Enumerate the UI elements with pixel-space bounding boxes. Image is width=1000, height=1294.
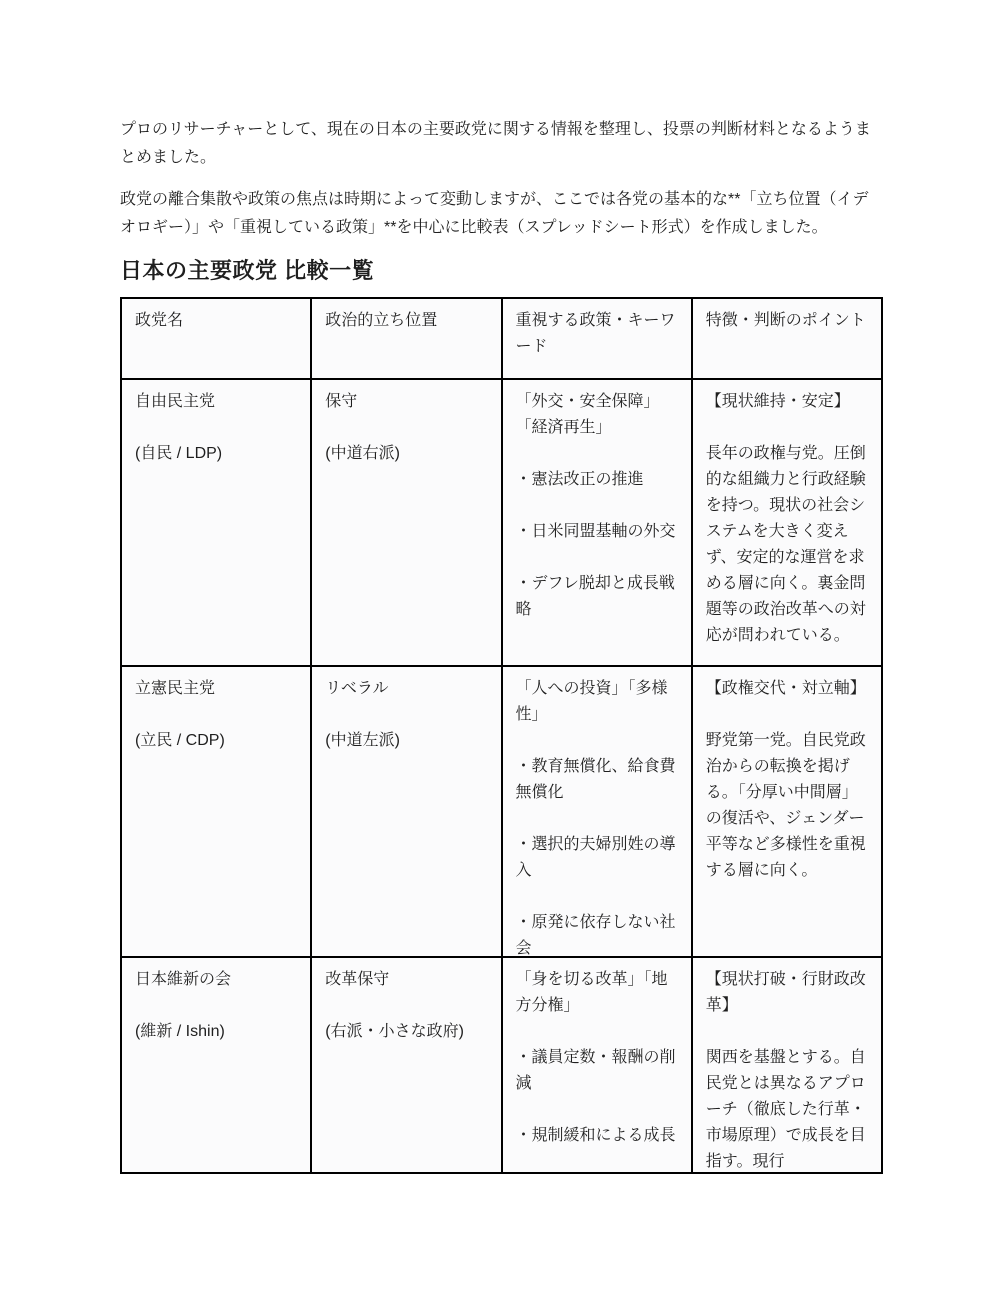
cell-paragraph: 立憲民主党 <box>135 680 216 697</box>
cell-paragraph: ・規制緩和による成長 <box>515 1127 676 1144</box>
cell-paragraph: 「身を切る改革」「地方分権」 <box>515 971 668 1014</box>
column-header-party <box>121 298 311 379</box>
cell-paragraph: リベラル <box>325 680 389 697</box>
cell-paragraph: ・日米同盟基軸の外交 <box>515 523 676 540</box>
table-row-cdp <box>121 666 882 957</box>
table-header-row <box>121 298 882 379</box>
cell-paragraph: 「外交・安全保障」「経済再生」 <box>515 393 660 436</box>
cell-paragraph: ・選択的夫婦別姓の導入 <box>515 836 676 879</box>
cell-ldp-position <box>311 379 501 666</box>
table-row-ldp <box>121 379 882 666</box>
table-head <box>121 298 882 379</box>
cell-paragraph: (中道左派) <box>325 732 400 749</box>
table-row-ishin <box>121 957 882 1173</box>
party-comparison-table <box>120 297 883 1174</box>
column-header-features <box>692 298 882 379</box>
intro-paragraph-2: 政党の離合集散や政策の焦点は時期によって変動しますが、ここでは各党の基本的な**「立ち位置（イデオロギー）」や「重視している政策」**を中心に比較表（スプレッドシート形式）を作成しました。 <box>120 191 869 236</box>
section-heading: 日本の主要政党 比較一覧 <box>120 258 375 283</box>
cell-ishin-party <box>121 957 311 1173</box>
cell-paragraph: 自由民主党 <box>135 393 216 410</box>
cell-paragraph: 保守 <box>325 393 358 410</box>
cell-cdp-party <box>121 666 311 957</box>
cell-paragraph: ・デフレ脱却と成長戦略 <box>515 575 675 618</box>
cell-paragraph: 【現状打破・行財政改革】 <box>705 971 866 1014</box>
cell-paragraph: ・教育無償化、給食費無償化 <box>515 758 676 801</box>
cell-paragraph: 【現状維持・安定】 <box>705 393 850 410</box>
cell-paragraph: (中道右派) <box>325 445 400 462</box>
column-header-label: 政党名 <box>135 312 184 329</box>
cell-paragraph: (自民 / LDP) <box>135 445 223 462</box>
cell-paragraph: 改革保守 <box>325 971 390 988</box>
cell-paragraph: (右派・小さな政府) <box>325 1023 464 1040</box>
column-header-label: 重視する政策・キーワード <box>515 312 676 355</box>
cell-ishin-features <box>692 957 882 1173</box>
cell-paragraph: (維新 / Ishin) <box>135 1023 225 1040</box>
cell-paragraph: (立民 / CDP) <box>135 732 225 749</box>
intro-paragraph-1: プロのリサーチャーとして、現在の日本の主要政党に関する情報を整理し、投票の判断材料となるようまとめました。 <box>120 121 871 166</box>
column-header-position <box>311 298 501 379</box>
cell-paragraph: ・憲法改正の推進 <box>515 471 644 488</box>
column-header-label: 特徴・判断のポイント <box>705 312 866 329</box>
cell-paragraph: 「人への投資」「多様性」 <box>515 680 668 723</box>
table-body <box>121 379 882 1173</box>
cell-paragraph: 野党第一党。自民党政治からの転換を掲げる。「分厚い中間層」の復活や、ジェンダー平等など多様性を重視する層に向く。 <box>705 732 866 879</box>
cell-paragraph: ・議員定数・報酬の削減 <box>515 1049 676 1092</box>
cell-ishin-policies <box>502 957 692 1173</box>
cell-ldp-party <box>121 379 311 666</box>
cell-paragraph: 長年の政権与党。圧倒的な組織力と行政経験を持つ。現状の社会システムを大きく変えず、安定的な運営を求める層に向く。裏金問題等の政治改革への対応が問われている。 <box>705 445 866 644</box>
cell-ishin-position <box>311 957 501 1173</box>
cell-cdp-position <box>311 666 501 957</box>
column-header-policies <box>502 298 692 379</box>
cell-paragraph: 関西を基盤とする。自民党とは異なるアプローチ（徹底した行革・市場原理）で成長を目指す。現行 <box>705 1049 866 1170</box>
cell-cdp-policies <box>502 666 692 957</box>
cell-ldp-policies <box>502 379 692 666</box>
column-header-label: 政治的立ち位置 <box>325 312 438 329</box>
cell-paragraph: 日本維新の会 <box>135 971 232 988</box>
cell-paragraph: 【政権交代・対立軸】 <box>705 680 866 697</box>
cell-cdp-features <box>692 666 882 957</box>
cell-ldp-features <box>692 379 882 666</box>
cell-paragraph: ・原発に依存しない社会 <box>515 914 676 956</box>
